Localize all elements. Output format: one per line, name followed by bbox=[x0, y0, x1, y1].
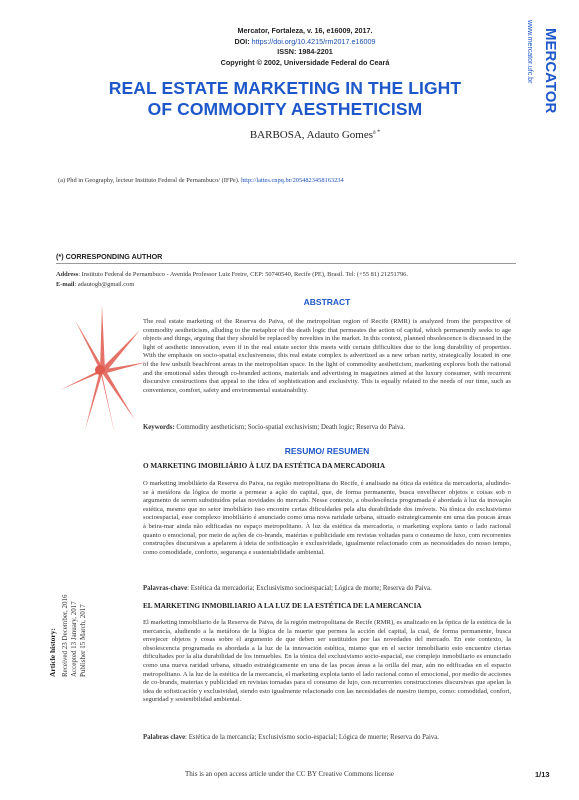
mercator-logo-graphic bbox=[520, 10, 565, 130]
doi-label: DOI: bbox=[234, 36, 250, 46]
keywords-label: Keywords: bbox=[143, 424, 175, 431]
doi-line bbox=[140, 37, 470, 48]
address-label: Address bbox=[56, 271, 79, 278]
divider bbox=[56, 263, 516, 264]
abstract-keywords bbox=[143, 424, 511, 431]
email-line bbox=[56, 280, 516, 290]
address-text: : Instituto Federal de Pernambuco - Avenida Professor Luiz Freire, CEP: 50740540, Recife (PE), Brasil. Tel: (+55 81) 21251796. bbox=[78, 271, 408, 278]
email-label: E-mail bbox=[56, 280, 75, 288]
email-text[interactable]: : adautogb@gmail.com bbox=[74, 280, 135, 288]
corresponding-author-label: (*) CORRESPONDING AUTHOR bbox=[56, 252, 163, 261]
lattes-link[interactable]: http://lattes.cnpq.br/2054823458163234 bbox=[241, 177, 344, 184]
history-received: Received 23 December, 2016 bbox=[61, 594, 69, 677]
resumo-heading: RESUMO/ RESUMEN bbox=[284, 446, 370, 456]
es-title: EL MARKETING INMOBILIARIO A LA LUZ DE LA ESTÉTICA DE LA MERCANCIA bbox=[143, 602, 422, 610]
logo-name: MERCATOR bbox=[542, 28, 559, 114]
pt-keywords-text: : Estética da mercadoria; Exclusivismo socioespacial; Lógica de morte; Reserva do Paiva. bbox=[187, 585, 432, 592]
license-footer: This is an open access article under the CC BY Creative Commons license bbox=[185, 770, 394, 778]
author bbox=[150, 129, 480, 141]
history-accepted: Accepted 13 January, 2017 bbox=[70, 601, 78, 677]
compass-rose-icon bbox=[55, 300, 150, 440]
journal-meta bbox=[140, 26, 470, 68]
keywords-text: Commodity aestheticism; Socio-spatial exclusivism; Death logic; Reserva do Paiva. bbox=[174, 424, 406, 431]
page-number: 1/13 bbox=[535, 770, 550, 779]
pt-keywords-label: Palavras-chave bbox=[143, 585, 188, 592]
affiliation bbox=[58, 177, 498, 184]
address-block bbox=[56, 270, 516, 289]
affiliation-text: (a) Phd in Geography, lecteur Instituto Federal de Pernambuco/ (IFPe). bbox=[58, 177, 242, 184]
abstract-text: The real estate marketing of the Reserva do Paiva, of the metropolitan region of Recife (RMR) is analyzed from the perspective of commodity aestheticism, alluding to the metaphor of the death logic that permeates the action of capital, which permanently seeks to age objects and things, arguing that they should be replaced by novelties in the market. In this context, planned obsolescence is discussed in the light of aesthetic innovation, even if in the real estate sector this meets with certain difficulties due to the long durability of properties. With the emphasis on socio-spatial exclusiveness, this real estate complex is advertized as a new urban rarity, strategically located in one of the few unbuilt beachfront areas in the metropolitan space. In the light of commodity aestheticism, marketing explores both the rational and the emotional sides through co-branded actions, materials and advertising in magazines aimed at the luxury consumer, with recurrent discursive constructions that appeal to the idea of sophistication and exclusivity. This is equally related to the needs of our time, such as convenience, comfort, safety and environmental sustainability. bbox=[143, 318, 511, 394]
author-name: BARBOSA, Adauto Gomes bbox=[249, 129, 373, 141]
article-title bbox=[70, 78, 500, 120]
author-sup: a * bbox=[372, 129, 381, 136]
title-line-2: OF COMMODITY AESTHETICISM bbox=[147, 99, 423, 119]
es-keywords-label: Palabras clave bbox=[143, 734, 186, 741]
article-history bbox=[48, 570, 125, 690]
abstract-heading: ABSTRACT bbox=[303, 297, 351, 307]
logo-url: www.mercator.ufc.br bbox=[526, 20, 533, 84]
history-label: Article history: bbox=[48, 628, 57, 677]
copyright-line: Copyright © 2002, Universidade Federal do Ceará bbox=[220, 57, 390, 67]
mercator-logo[interactable] bbox=[520, 10, 565, 130]
address-line bbox=[56, 270, 516, 280]
issn-line: ISSN: 1984-2201 bbox=[277, 47, 333, 56]
journal-line: Mercator, Fortaleza, v. 16, e16009, 2017. bbox=[237, 26, 373, 35]
es-keywords bbox=[143, 734, 511, 741]
history-published: Publisher 15 March, 2017 bbox=[79, 604, 87, 677]
es-text: El marketing inmobiliario de la Reserva de Paiva, de la región metropolitana de Recife (RMR), es analizado en la óptica de la estética de la mercancía, aludiendo a la metáfora de la lógica de la muerte que permea la acción del capital, la cual, de forma permanente, busca envejecer objetos y cosas sobre el argumento de que deben ser sustituidos por las novedades del mercado. En este contexto, la obsolescencia programada es abordada a la luz de la innovación estética, mismo que en el sector inmobiliario esto encuentre ciertas dificultades por la alta durabilidad de los inmuebles. En la tónica del exclusivismo socio-espacial, ese complejo inmobiliario es enunciado como una nueva raridad urbana, situado estratégicamente en una de las pocas áreas a la orilla del mar, aún no edificadas en el espacio metropolitano. A la luz de la estética de la mercancía, el marketing explota tanto el lado racional como el emocional, por medio de acciones de co-brands, materias y publicidad en revistas tornadas para el consumo de lujo, con recurrentes construcciones discursivas que apelan la idea de sofisticación y exclusividad, siendo esto igualmente relacionado con las necesidades de nuestro tiempo, como: comodidad, confort, seguridad y sostenibilidad ambiental. bbox=[143, 619, 512, 704]
pt-text: O marketing imobiliário da Reserva do Paiva, na região metropolitana do Recife, é analisado na ótica da estética da mercadoria, aludindo-se à metáfora da lógica de morte a permear a ação do capital, que, de forma permanente, busca envelhecer objetos e coisas sob o argumento de serem substituídos pelas novidades do mercado. Nesse contexto, a obsolescência programada é abordada à luz da inovação estética, mesmo que no setor imobiliário isso encontre certas dificuldades pela alta durabilidade dos imóveis. Na tônica do exclusivismo socioespacial, esse complexo imobiliário é anunciado como uma nova raridade urbana, situado estrategicamente em uma das poucas áreas à beira-mar ainda não edificadas no espaço metropolitano. À luz da estética da mercadoria, o marketing explora tanto o lado racional quanto o emocional, por meio de ações de co-brands, matérias e publicidade em revistas voltadas para o consumo de luxo, com recorrentes construções discursivas a apelarem à ideia de sofisticação e exclusividade, igualmente relacionado com as necessidades do nosso tempo, como comodidade, conforto, segurança e sustentabilidade ambiental. bbox=[143, 480, 511, 556]
es-keywords-text: : Estética de la mercancía; Exclusivismo socio-espacial; Lógica de muerte; Reserva do Paiva. bbox=[185, 734, 439, 741]
doi-link[interactable]: https://doi.org/10.4215/rm2017.e16009 bbox=[251, 36, 376, 46]
pt-title: O MARKETING IMOBILIÁRIO À LUZ DA ESTÉTICA DA MERCADORIA bbox=[143, 462, 386, 470]
pt-keywords bbox=[143, 585, 511, 592]
title-line-1: REAL ESTATE MARKETING IN THE LIGHT bbox=[108, 78, 462, 98]
